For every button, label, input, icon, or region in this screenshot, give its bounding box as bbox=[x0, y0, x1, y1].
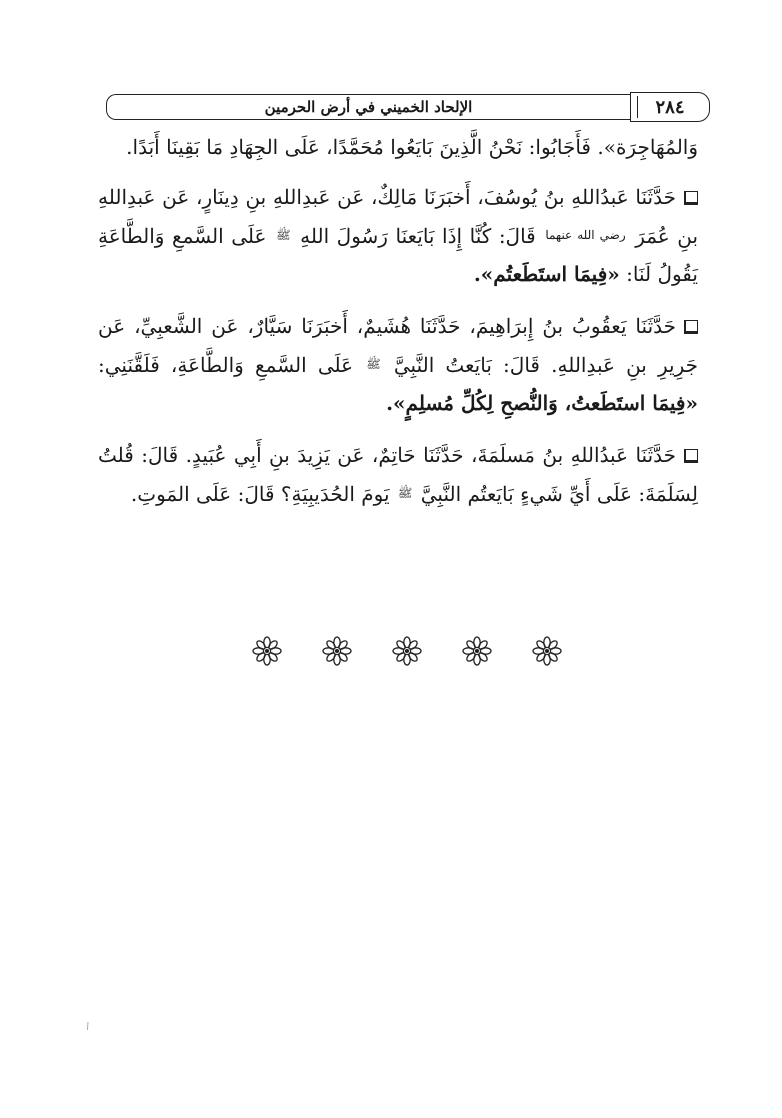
hadith-text: عَلَى السَّمعِ وَالطَّاعَةِ يَقُولُ لَنَا: bbox=[98, 224, 698, 286]
page-body bbox=[98, 128, 698, 527]
header-title: الإلحاد الخميني في أرض الحرمين bbox=[264, 98, 473, 116]
hadith-text: عَلَى السَّمعِ وَالطَّاعَةِ، فَلَقَّنَنِي: bbox=[98, 353, 354, 377]
header-title-frame bbox=[106, 94, 630, 120]
hadith-text: قَالَ: كُنَّا إِذَا بَايَعنَا رَسُولَ اللهِ bbox=[300, 224, 536, 248]
hadith-quote: «فِيمَا استَطَعتُ، وَالنُّصحِ لِكُلِّ مُسلِمٍ». bbox=[386, 391, 698, 415]
square-bullet-icon bbox=[684, 191, 698, 205]
paragraph-text: وَالمُهَاجِرَة». فَأَجَابُوا: نَحْنُ الَّذِينَ بَايَعُوا مُحَمَّدًا، عَلَى الجِهَادِ مَا بَقِينَا أَبَدًا. bbox=[126, 135, 698, 159]
flower-ornament-icon bbox=[252, 636, 282, 666]
square-bullet-icon bbox=[684, 320, 698, 334]
running-header bbox=[106, 92, 710, 124]
section-ornaments bbox=[252, 634, 562, 668]
flower-ornament-icon bbox=[392, 636, 422, 666]
hadith-text: حَدَّثَنَا يَعقُوبُ بنُ إِبرَاهِيمَ، حَدَّثَنَا هُشَيمٌ، أَخبَرَنَا سَيَّارٌ، عَن الشَّعبِيِّ، عَن جَرِيرِ بنِ عَبدِاللهِ. قَالَ: بَايَعتُ النَّبِيَّ bbox=[98, 314, 699, 377]
square-bullet-icon bbox=[684, 449, 698, 463]
page-number-frame bbox=[630, 92, 710, 122]
continuation-paragraph bbox=[98, 128, 698, 166]
flower-ornament-icon bbox=[462, 636, 492, 666]
honorific-symbol: ﷺ bbox=[397, 486, 413, 500]
page-number: ٢٨٤ bbox=[655, 96, 685, 118]
hadith-text: حَدَّثَنَا عَبدُاللهِ بنُ مَسلَمَةَ، حَدَّثَنَا حَاتِمٌ، عَن يَزِيدَ بنِ أَبِي عُبَيدٍ. قَالَ: قُلتُ لِسَلَمَةَ: عَلَى أَيِّ شَيءٍ بَايَعتُم النَّبِيَّ bbox=[98, 443, 698, 506]
hadith-paragraph bbox=[98, 178, 698, 293]
hadith-quote: «فِيمَا استَطَعتُم». bbox=[473, 262, 620, 286]
hadith-text: يَومَ الحُدَيبِيَةِ؟ قَالَ: عَلَى المَوتِ. bbox=[130, 482, 390, 506]
scan-speck bbox=[86, 1022, 90, 1030]
flower-ornament-icon bbox=[532, 636, 562, 666]
hadith-paragraph bbox=[98, 436, 698, 513]
honorific-symbol: ﷺ bbox=[366, 357, 381, 371]
hadith-text: حَدَّثَنَا عَبدُاللهِ بنُ يُوسُفَ، أَخبَرَنَا مَالِكٌ، عَن عَبدِاللهِ بنِ دِينَارٍ، عَن عَبدِاللهِ بنِ عُمَرَ bbox=[98, 185, 699, 248]
honorific-symbol: رضي الله عنهما bbox=[545, 228, 626, 242]
honorific-symbol: ﷺ bbox=[276, 228, 291, 242]
hadith-paragraph bbox=[98, 307, 698, 422]
flower-ornament-icon bbox=[322, 636, 352, 666]
